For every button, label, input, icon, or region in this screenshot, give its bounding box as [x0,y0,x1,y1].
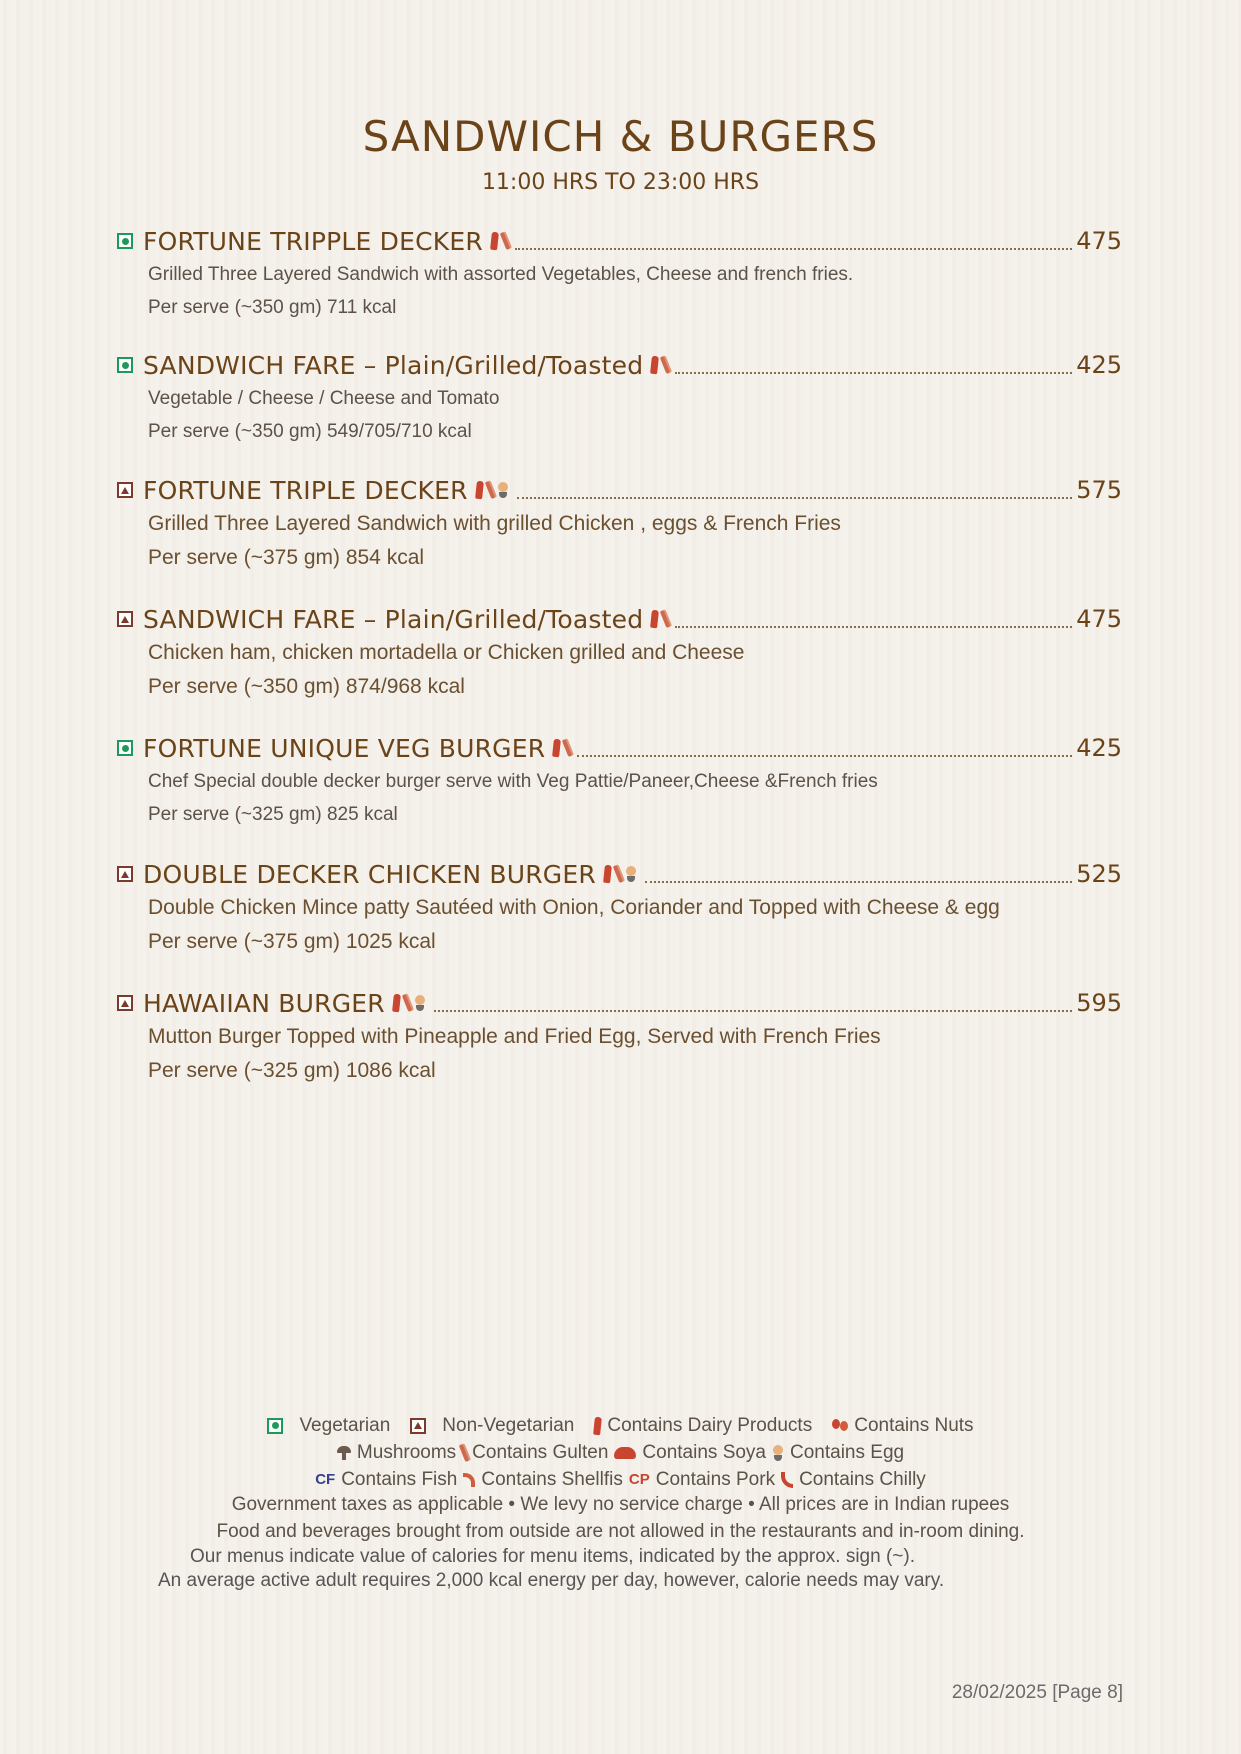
item-calories: Per serve (~325 gm) 825 kcal [148,804,398,825]
item-calories: Per serve (~350 gm) 549/705/710 kcal [148,421,472,442]
menu-item [117,473,1122,575]
dotted-leader [577,755,1072,757]
item-name: FORTUNE TRIPLE DECKER [143,475,468,505]
dairy-icon [490,232,499,251]
gluten-icon [613,865,623,883]
egg-icon [772,1445,784,1461]
dotted-leader [645,881,1072,883]
dotted-leader [434,1010,1072,1012]
item-description: Mutton Burger Topped with Pineapple and Fried Egg, Served with French Fries [148,1025,881,1048]
non-vegetarian-icon [117,995,133,1011]
menu-item [117,348,1122,448]
item-price: 475 [1076,227,1122,255]
gluten-icon [459,1443,469,1461]
vegetarian-icon [117,357,133,373]
egg-icon [625,866,637,882]
vegetarian-icon [117,740,133,756]
legend-mushrooms: Mushrooms [356,1441,457,1463]
non-vegetarian-icon [410,1418,426,1434]
item-calories: Per serve (~375 gm) 1025 kcal [148,930,436,953]
item-price: 525 [1076,860,1122,888]
calories-requirement-note: An average active adult requires 2,000 kcal energy per day, however, calorie needs may vary. [158,1570,945,1591]
dotted-leader [517,497,1073,499]
item-name: FORTUNE TRIPPLE DECKER [143,226,483,256]
chilly-icon [781,1472,793,1488]
legend-shellfish: Contains Shellfis [481,1468,623,1490]
mushroom-icon [337,1446,351,1460]
nuts-icon [832,1419,848,1433]
legend-soya: Contains Soya [642,1441,766,1463]
dairy-icon [552,739,561,758]
item-name: FORTUNE UNIQUE VEG BURGER [143,733,546,763]
item-description: Chicken ham, chicken mortadella or Chicken grilled and Cheese [148,641,745,664]
dairy-icon [650,610,659,629]
outside-food-note: Food and beverages brought from outside are not allowed in the restaurants and in-room dining. [216,1521,1025,1542]
item-description: Chef Special double decker burger serve with Veg Pattie/Paneer,Cheese &French fries [148,771,878,792]
dairy-icon [603,865,612,884]
legend-fish: Contains Fish [341,1468,458,1490]
gluten-icon [660,610,670,628]
item-name: SANDWICH FARE – Plain/Grilled/Toasted [143,350,644,380]
item-calories: Per serve (~325 gm) 1086 kcal [148,1059,436,1082]
menu-item [117,602,1122,704]
shellfish-icon [463,1473,475,1487]
menu-item [117,857,1122,959]
gluten-icon [500,232,510,250]
menu-item [117,986,1122,1088]
dairy-icon [392,994,401,1013]
fish-icon: CF [315,1471,336,1488]
item-price: 595 [1076,989,1122,1017]
gluten-icon [402,994,412,1012]
gluten-icon [562,739,572,757]
taxes-note: Government taxes as applicable • We levy no service charge • All prices are in Indian rupees [231,1494,1010,1515]
item-price: 575 [1076,476,1122,504]
menu-item [117,224,1122,324]
item-name: SANDWICH FARE – Plain/Grilled/Toasted [143,604,644,634]
page-title: SANDWICH & BURGERS [362,112,879,161]
item-price: 475 [1076,605,1122,633]
legend-pork: Contains Pork [655,1468,776,1490]
egg-icon [497,482,509,498]
item-price: 425 [1076,734,1122,762]
non-vegetarian-icon [117,866,133,882]
dairy-icon [650,356,659,375]
menu-item [117,731,1122,831]
dotted-leader [675,372,1072,374]
item-description: Double Chicken Mince patty Sautéed with Onion, Coriander and Topped with Cheese & egg [148,896,1000,919]
dotted-leader [675,626,1072,628]
vegetarian-icon [267,1418,283,1434]
item-description: Grilled Three Layered Sandwich with grilled Chicken , eggs & French Fries [148,512,841,535]
item-description: Grilled Three Layered Sandwich with assorted Vegetables, Cheese and french fries. [148,264,854,285]
vegetarian-icon [117,233,133,249]
service-hours: 11:00 HRS TO 23:00 HRS [481,170,760,195]
legend-dairy: Contains Dairy Products [607,1414,813,1436]
egg-icon [414,995,426,1011]
item-description: Vegetable / Cheese / Cheese and Tomato [148,388,500,409]
dairy-icon [475,481,484,500]
legend-vegetarian: Vegetarian [299,1414,391,1436]
dietary-legend [0,1412,1241,1493]
item-name: HAWAIIAN BURGER [143,988,385,1018]
legend-chilly: Contains Chilly [799,1468,926,1490]
legend-nuts: Contains Nuts [854,1414,974,1436]
item-name: DOUBLE DECKER CHICKEN BURGER [143,859,596,889]
item-calories: Per serve (~350 gm) 711 kcal [148,297,397,318]
item-price: 425 [1076,351,1122,379]
legend-gluten: Contains Gulten [472,1441,609,1463]
pork-icon: CP [628,1471,650,1488]
date-page-number: 28/02/2025 [Page 8] [951,1682,1123,1703]
non-vegetarian-icon [117,611,133,627]
soya-icon [614,1447,636,1459]
item-calories: Per serve (~350 gm) 874/968 kcal [148,675,465,698]
dairy-icon [593,1416,602,1435]
gluten-icon [484,481,494,499]
non-vegetarian-icon [117,482,133,498]
item-calories: Per serve (~375 gm) 854 kcal [148,546,425,569]
legend-egg: Contains Egg [790,1441,905,1463]
dotted-leader [515,248,1072,250]
gluten-icon [660,356,670,374]
calories-note: Our menus indicate value of calories for menu items, indicated by the approx. sign (~). [190,1546,915,1567]
legend-non-vegetarian: Non-Vegetarian [442,1414,575,1436]
